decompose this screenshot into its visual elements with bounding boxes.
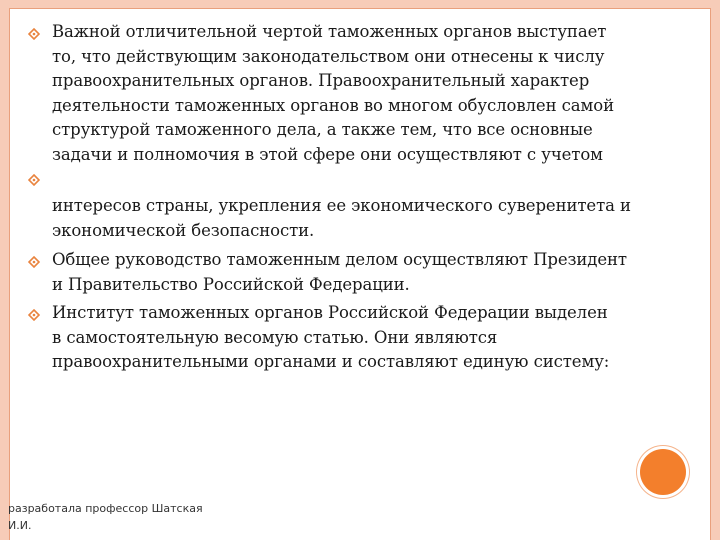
footer-author: разработала профессор Шатская И.И. <box>8 502 203 532</box>
right-border <box>710 0 720 540</box>
decorative-circle <box>640 449 686 495</box>
bullet-diamond-icon <box>28 309 40 321</box>
bullet-text-3: интересов страны, укрепления ее экономического суверенитета и экономической безопасности. <box>52 196 631 240</box>
bullet-diamond-icon <box>28 28 40 40</box>
bullet-text-1: Важной отличительной чертой таможенных органов выступает то, что действующим законодательством они отнесены к числу правоохранительных органов. Правоохранительный характер деятельности таможенных органов во многом обусловлен самой структурой таможенного дела, а также тем, что все основные задачи и полномочия в этой сфере они осуществляют с учетом <box>52 22 614 164</box>
bullet-text-4: Общее руководство таможенным делом осуществляют Президент и Правительство Российской Федерации. <box>52 250 627 294</box>
top-border <box>0 0 720 8</box>
bullet-diamond-icon <box>28 256 40 268</box>
bullet-text-5: Институт таможенных органов Российской Федерации выделен в самостоятельную весомую статью. Они являются правоохранительными органами и составляют единую систему: <box>52 303 610 371</box>
bullet-diamond-icon <box>28 174 40 186</box>
